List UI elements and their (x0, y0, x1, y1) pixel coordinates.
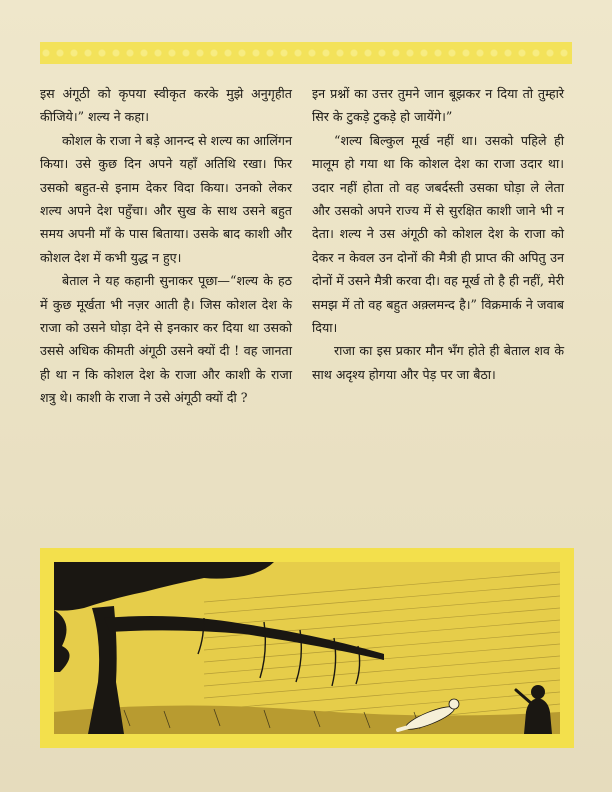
paragraph: इस अंगूठी को कृपया स्वीकृत करके मुझे अनुगृहीत कीजिये।” शल्य ने कहा। (40, 86, 292, 125)
paragraph: “शल्य बिल्कुल मूर्ख नहीं था। उसको पहिले ही मालूम हो गया था कि कोशल देश का राजा उदार था। उदार नहीं होता तो वह जबर्दस्ती उसका घोड़ा ले लेता और उसको अपने राज्य में से सुरक्षित काशी जाने भी न देता। शल्य ने उस अंगूठी को कोशल देश के राजा को देकर न केवल उन दोनों की मैत्री ही प्राप्त की अपितु उन दोनों में उसने मैत्री करवा दी। वह मूर्ख तो है ही नहीं, मेरी समझ में तो वह बहुत अक़्लमन्द है।” विक्रमार्क ने जवाब दिया। (312, 132, 564, 336)
paragraph: राजा का इस प्रकार मौन भँग होते ही बेताल शव के साथ अदृश्य होगया और पेड़ पर जा बैठा। (312, 343, 564, 382)
illustration-frame (40, 548, 574, 748)
paragraph: इन प्रश्नों का उत्तर तुमने जान बूझकर न दिया तो तुम्हारे सिर के टुकड़े टुकड़े हो जायेंगे।” (312, 86, 564, 125)
paragraph: कोशल के राजा ने बड़े आनन्द से शल्य का आलिंगन किया। उसे कुछ दिन अपने यहाँ अतिथि रखा। फिर उसको बहुत-से इनाम देकर विदा किया। उनको लेकर शल्य अपने देश पहुँचा। और सुख के साथ उसने बहुत समय अपनी माँ के पास बिताया। उसके बाद काशी और कोशल देश में कभी युद्ध न हुए। (40, 132, 292, 265)
right-text-column (312, 82, 564, 386)
decorative-border-band (40, 42, 572, 64)
tree-vetala-flying-illustration (54, 562, 560, 734)
paragraph: बेताल ने यह कहानी सुनाकर पूछा—“शल्य के हठ में कुछ मूर्खता भी नज़र आती है। जिस कोशल देश के राजा को उसने घोड़ा देने से इनकार कर दिया था उसको उससे अधिक कीमती अंगूठी उसने क्यों दी ! वह जानता ही था न कि कोशल देश के राजा और काशी के राजा शत्रु थे। काशी के राजा ने उसे अंगूठी क्यों दी ? (40, 273, 292, 406)
left-text-column (40, 82, 292, 410)
